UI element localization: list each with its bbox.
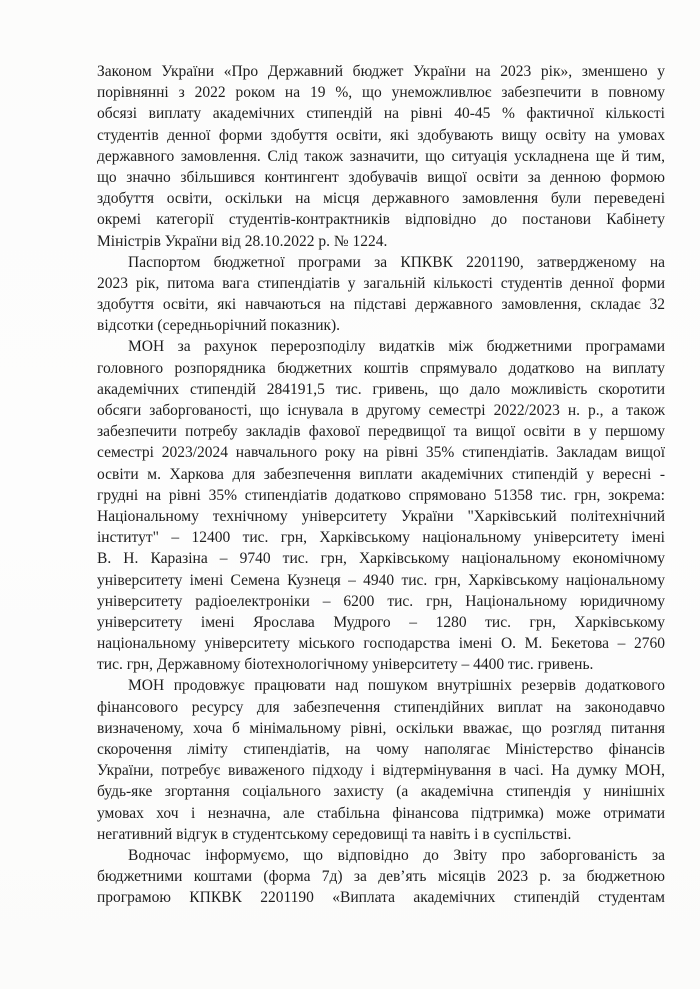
text-line: тис. грн, Державному біотехнологічному університету – 4400 тис. гривень. bbox=[97, 656, 594, 674]
text-line: що значно збільшився контингент здобувачів вищої освіти за денною формою bbox=[97, 168, 665, 186]
text-line: 2023 рік, питома вага стипендіатів у загальній кількості студентів денної форми bbox=[97, 274, 665, 292]
paragraph bbox=[97, 336, 665, 675]
text-line: визначеному, хоча б мінімальному рівні, оскільки вважає, що розгляд питання bbox=[97, 719, 665, 737]
text-line: грудні на рівні 35% стипендіатів додатково спрямовано 51358 тис. грн, зокрема: bbox=[97, 486, 665, 504]
text-line: університету радіоелектроніки – 6200 тис. грн, Національному юридичному bbox=[97, 592, 665, 610]
text-line: Міністрів України від 28.10.2022 р. № 1224. bbox=[97, 232, 388, 250]
text-line: негативний відгук в студентському середовищі та навіть і в суспільстві. bbox=[97, 825, 572, 843]
text-line: здобуття освіти, які навчаються на підставі державного замовлення, складає 32 bbox=[97, 296, 665, 314]
text-line: освіти м. Харкова для забезпечення виплати академічних стипендій у вересні - bbox=[97, 465, 665, 483]
text-line: університету імені Ярослава Мудрого – 1280 тис. грн, Харківському bbox=[97, 613, 665, 631]
document-body bbox=[97, 61, 665, 909]
text-line: національному університету міського господарства імені О. М. Бекетова – 2760 bbox=[97, 635, 665, 653]
text-line: забезпечити потребу закладів фахової передвищої та вищої освіти в у першому bbox=[97, 423, 665, 441]
text-line: головного розпорядника бюджетних коштів спрямувало додатково на виплату bbox=[97, 359, 665, 377]
text-line: МОН за рахунок перерозподілу видатків між бюджетними програмами bbox=[128, 338, 665, 356]
text-line: програмою КПКВК 2201190 «Виплата академічних стипендій студентам bbox=[97, 889, 665, 907]
text-line: обсязі виплату академічних стипендій на рівні 40-45 % фактичної кількості bbox=[97, 105, 665, 123]
text-line: бюджетними коштами (форма 7д) за дев’ять місяців 2023 р. за бюджетною bbox=[97, 868, 665, 886]
text-line: України, потребує виваженого підходу і відтермінування в часі. На думку МОН, bbox=[97, 762, 665, 780]
text-line: студентів денної форми здобуття освіти, які здобувають вищу освіту на умовах bbox=[97, 126, 665, 144]
text-line: університету імені Семена Кузнеця – 4940 тис. грн, Харківському національному bbox=[97, 571, 665, 589]
text-line: умовах хоч і незначна, але стабільна фінансова підтримка) може отримати bbox=[97, 804, 665, 822]
text-line: будь-яке згортання соціального захисту (а академічна стипендія у нинішніх bbox=[97, 783, 665, 801]
text-line: МОН продовжує працювати над пошуком внутрішніх резервів додаткового bbox=[128, 677, 665, 695]
text-line: скорочення ліміту стипендіатів, на чому наполягає Міністерство фінансів bbox=[97, 741, 665, 758]
paragraph bbox=[97, 252, 665, 337]
text-line: відсотки (середньорічний показник). bbox=[97, 317, 341, 335]
text-line: державного замовлення. Слід також зазначити, що ситуація ускладнена ще й тим, bbox=[97, 147, 665, 165]
text-line: В. Н. Каразіна – 9740 тис. грн, Харківському національному економічному bbox=[97, 550, 665, 568]
text-line: окремі категорії студентів-контрактників відповідно до постанови Кабінету bbox=[97, 211, 665, 229]
text-line: обсяги заборгованості, що існувала в другому семестрі 2022/2023 н. р., а також bbox=[97, 402, 665, 419]
paragraph bbox=[97, 845, 665, 909]
text-line: порівнянні з 2022 роком на 19 %, що унеможливлює забезпечити в повному bbox=[97, 84, 665, 102]
text-line: Паспортом бюджетної програми за КПКВК 2201190, затвердженому на bbox=[128, 253, 665, 271]
text-line: семестрі 2023/2024 навчального року на рівні 35% стипендіатів. Закладам вищої bbox=[97, 444, 665, 462]
text-line: Законом України «Про Державний бюджет України на 2023 рік», зменшено у bbox=[97, 63, 665, 80]
text-line: фінансового ресурсу для забезпечення стипендійних виплат на законодавчо bbox=[97, 698, 665, 716]
text-line: інститут" – 12400 тис. грн, Харківському національному університету імені bbox=[97, 529, 665, 547]
text-line: академічних стипендій 284191,5 тис. гривень, що дало можливість скоротити bbox=[97, 380, 665, 398]
text-line: здобуття освіти, оскільки на місця державного замовлення були переведені bbox=[97, 190, 665, 208]
text-line: Водночас інформуємо, що відповідно до Звіту про заборгованість за bbox=[128, 846, 665, 864]
paragraph bbox=[97, 675, 665, 845]
paragraph bbox=[97, 61, 665, 252]
text-line: Національному технічному університету України "Харківський політехнічний bbox=[97, 507, 665, 525]
